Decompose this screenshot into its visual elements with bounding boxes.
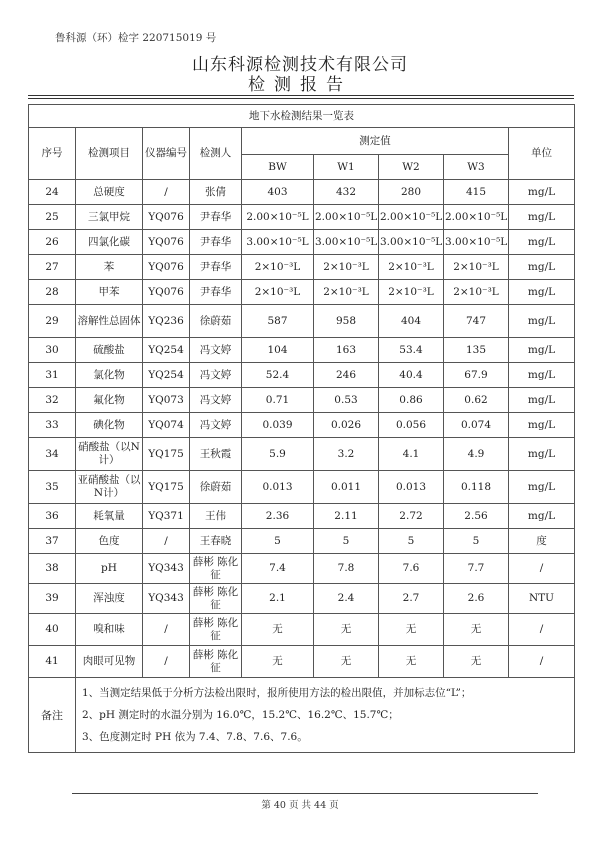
cell-unit: mg/L (509, 471, 575, 504)
table-row (29, 363, 575, 388)
cell-value-bw: 0.039 (242, 413, 314, 438)
cell-value-w1: 2×10⁻³L (314, 280, 379, 305)
header-instrument: 仪器编号 (143, 128, 190, 180)
cell-unit: mg/L (509, 413, 575, 438)
cell-instrument: YQ175 (143, 471, 190, 504)
cell-value-w1: 2.4 (314, 584, 379, 614)
cell-value-w3: 0.074 (444, 413, 509, 438)
cell-seq: 39 (29, 584, 76, 614)
cell-value-w1: 2.00×10⁻⁵L (314, 205, 379, 230)
cell-value-w2: 2×10⁻³L (379, 255, 444, 280)
cell-item: 碘化物 (76, 413, 143, 438)
table-row (29, 584, 575, 614)
cell-value-w2: 280 (379, 180, 444, 205)
cell-item: 硫酸盐 (76, 338, 143, 363)
cell-instrument: YQ076 (143, 230, 190, 255)
cell-tester: 尹春华 (190, 205, 242, 230)
cell-unit: / (509, 614, 575, 646)
cell-value-w3: 0.62 (444, 388, 509, 413)
cell-value-w3: 无 (444, 614, 509, 646)
cell-instrument: YQ074 (143, 413, 190, 438)
report-number: 鲁科源（环）检字 220715019 号 (55, 32, 217, 44)
cell-tester: 尹春华 (190, 255, 242, 280)
cell-value-bw: 104 (242, 338, 314, 363)
cell-value-w1: 3.00×10⁻⁵L (314, 230, 379, 255)
table-row (29, 255, 575, 280)
cell-item: 苯 (76, 255, 143, 280)
cell-unit: mg/L (509, 438, 575, 471)
table-row (29, 504, 575, 529)
cell-tester: 王春晓 (190, 529, 242, 554)
cell-unit: mg/L (509, 205, 575, 230)
cell-value-w2: 0.86 (379, 388, 444, 413)
cell-instrument: YQ343 (143, 584, 190, 614)
cell-item: 色度 (76, 529, 143, 554)
header-item: 检测项目 (76, 128, 143, 180)
cell-value-w2: 0.013 (379, 471, 444, 504)
cell-tester: 冯文婷 (190, 413, 242, 438)
cell-value-w3: 747 (444, 305, 509, 338)
cell-value-w1: 432 (314, 180, 379, 205)
cell-item: 溶解性总固体 (76, 305, 143, 338)
cell-item: 四氯化碳 (76, 230, 143, 255)
cell-unit: NTU (509, 584, 575, 614)
cell-value-bw: 52.4 (242, 363, 314, 388)
header-point-w2: W2 (379, 155, 444, 180)
cell-tester: 王伟 (190, 504, 242, 529)
cell-instrument: YQ236 (143, 305, 190, 338)
cell-unit: / (509, 646, 575, 678)
cell-seq: 25 (29, 205, 76, 230)
cell-value-w1: 无 (314, 646, 379, 678)
cell-value-bw: 无 (242, 614, 314, 646)
cell-value-w2: 7.6 (379, 554, 444, 584)
groundwater-results-table (28, 104, 575, 753)
cell-value-w3: 415 (444, 180, 509, 205)
cell-instrument: YQ076 (143, 280, 190, 305)
cell-value-w3: 2.6 (444, 584, 509, 614)
cell-value-w3: 无 (444, 646, 509, 678)
cell-value-bw: 0.71 (242, 388, 314, 413)
cell-value-w1: 2.11 (314, 504, 379, 529)
cell-value-w2: 0.056 (379, 413, 444, 438)
cell-value-w1: 无 (314, 614, 379, 646)
cell-seq: 37 (29, 529, 76, 554)
cell-unit: mg/L (509, 388, 575, 413)
cell-value-bw: 403 (242, 180, 314, 205)
table-body (29, 180, 575, 678)
cell-item: 甲苯 (76, 280, 143, 305)
table-row (29, 554, 575, 584)
table-row (29, 230, 575, 255)
table-row (29, 205, 575, 230)
cell-tester: 冯文婷 (190, 363, 242, 388)
cell-tester: 薛彬 陈化征 (190, 584, 242, 614)
cell-instrument: YQ073 (143, 388, 190, 413)
table-row (29, 305, 575, 338)
cell-value-w2: 2.7 (379, 584, 444, 614)
cell-value-w2: 2.72 (379, 504, 444, 529)
cell-item: 肉眼可见物 (76, 646, 143, 678)
cell-value-w3: 67.9 (444, 363, 509, 388)
cell-seq: 26 (29, 230, 76, 255)
cell-item: 耗氧量 (76, 504, 143, 529)
note-1: 1、当测定结果低于分析方法检出限时，报所使用方法的检出限值，并加标志位“L”； (82, 687, 472, 699)
cell-instrument: YQ343 (143, 554, 190, 584)
cell-value-w3: 5 (444, 529, 509, 554)
cell-seq: 24 (29, 180, 76, 205)
cell-unit: mg/L (509, 363, 575, 388)
cell-value-w1: 5 (314, 529, 379, 554)
cell-value-w3: 2.56 (444, 504, 509, 529)
cell-value-w2: 3.00×10⁻⁵L (379, 230, 444, 255)
cell-value-w2: 40.4 (379, 363, 444, 388)
cell-tester: 薛彬 陈化征 (190, 614, 242, 646)
table-row (29, 180, 575, 205)
cell-seq: 28 (29, 280, 76, 305)
cell-value-bw: 587 (242, 305, 314, 338)
cell-instrument: YQ254 (143, 363, 190, 388)
cell-value-w3: 3.00×10⁻⁵L (444, 230, 509, 255)
cell-value-w1: 0.026 (314, 413, 379, 438)
table-row (29, 388, 575, 413)
cell-value-w1: 0.011 (314, 471, 379, 504)
cell-unit: mg/L (509, 338, 575, 363)
header-double-rule (28, 95, 574, 99)
cell-item: 三氯甲烷 (76, 205, 143, 230)
cell-unit: mg/L (509, 180, 575, 205)
header-point-bw: BW (242, 155, 314, 180)
cell-seq: 36 (29, 504, 76, 529)
cell-instrument: / (143, 646, 190, 678)
table-row (29, 413, 575, 438)
cell-value-w1: 246 (314, 363, 379, 388)
cell-seq: 30 (29, 338, 76, 363)
cell-value-bw: 2×10⁻³L (242, 255, 314, 280)
cell-instrument: / (143, 529, 190, 554)
cell-tester: 徐蔚茹 (190, 305, 242, 338)
cell-item: 亚硝酸盐（以N计） (76, 471, 143, 504)
cell-value-w3: 0.118 (444, 471, 509, 504)
cell-value-bw: 2.36 (242, 504, 314, 529)
cell-value-bw: 3.00×10⁻⁵L (242, 230, 314, 255)
cell-seq: 35 (29, 471, 76, 504)
cell-unit: mg/L (509, 255, 575, 280)
cell-value-w1: 0.53 (314, 388, 379, 413)
cell-seq: 33 (29, 413, 76, 438)
header-measured: 测定值 (242, 128, 509, 155)
cell-seq: 31 (29, 363, 76, 388)
cell-unit: / (509, 554, 575, 584)
table-caption: 地下水检测结果一览表 (29, 105, 575, 128)
cell-instrument: YQ371 (143, 504, 190, 529)
cell-instrument: / (143, 180, 190, 205)
cell-value-bw: 5 (242, 529, 314, 554)
cell-tester: 尹春华 (190, 280, 242, 305)
cell-value-w2: 无 (379, 646, 444, 678)
cell-value-w3: 2.00×10⁻⁵L (444, 205, 509, 230)
cell-value-bw: 0.013 (242, 471, 314, 504)
table-row (29, 438, 575, 471)
cell-unit: mg/L (509, 305, 575, 338)
cell-value-w1: 163 (314, 338, 379, 363)
cell-value-bw: 2.1 (242, 584, 314, 614)
note-3: 3、色度测定时 PH 依为 7.4、7.8、7.6、7.6。 (82, 731, 308, 743)
cell-value-w1: 958 (314, 305, 379, 338)
cell-instrument: / (143, 614, 190, 646)
cell-instrument: YQ076 (143, 255, 190, 280)
cell-instrument: YQ175 (143, 438, 190, 471)
cell-item: pH (76, 554, 143, 584)
cell-item: 氯化物 (76, 363, 143, 388)
table-row (29, 471, 575, 504)
cell-tester: 冯文婷 (190, 388, 242, 413)
notes-cell (76, 678, 575, 753)
cell-value-bw: 无 (242, 646, 314, 678)
cell-value-w3: 7.7 (444, 554, 509, 584)
cell-tester: 尹春华 (190, 230, 242, 255)
cell-value-w2: 2×10⁻³L (379, 280, 444, 305)
footer-rule (72, 793, 538, 794)
cell-value-bw: 2×10⁻³L (242, 280, 314, 305)
cell-value-w2: 2.00×10⁻⁵L (379, 205, 444, 230)
table-row (29, 338, 575, 363)
cell-tester: 冯文婷 (190, 338, 242, 363)
cell-tester: 王秋霞 (190, 438, 242, 471)
cell-value-w2: 5 (379, 529, 444, 554)
cell-tester: 薛彬 陈化征 (190, 554, 242, 584)
results-table-container (28, 104, 574, 753)
cell-item: 浑浊度 (76, 584, 143, 614)
cell-value-w2: 4.1 (379, 438, 444, 471)
cell-unit: 度 (509, 529, 575, 554)
company-name: 山东科源检测技术有限公司 (192, 55, 408, 75)
cell-item: 总硬度 (76, 180, 143, 205)
cell-value-bw: 7.4 (242, 554, 314, 584)
cell-value-w3: 2×10⁻³L (444, 255, 509, 280)
page-number: 第 40 页 共 44 页 (261, 800, 339, 811)
cell-seq: 40 (29, 614, 76, 646)
cell-tester: 张倩 (190, 180, 242, 205)
cell-seq: 27 (29, 255, 76, 280)
header-tester: 检测人 (190, 128, 242, 180)
table-row (29, 529, 575, 554)
header-seq: 序号 (29, 128, 76, 180)
cell-item: 嗅和味 (76, 614, 143, 646)
document-title: 检测报告 (248, 75, 352, 95)
header-unit: 单位 (509, 128, 575, 180)
cell-tester: 徐蔚茹 (190, 471, 242, 504)
cell-unit: mg/L (509, 230, 575, 255)
cell-value-w1: 7.8 (314, 554, 379, 584)
cell-value-bw: 2.00×10⁻⁵L (242, 205, 314, 230)
table-row (29, 646, 575, 678)
cell-item: 硝酸盐（以N计） (76, 438, 143, 471)
cell-seq: 41 (29, 646, 76, 678)
table-row (29, 280, 575, 305)
cell-seq: 29 (29, 305, 76, 338)
cell-seq: 32 (29, 388, 76, 413)
cell-value-w1: 2×10⁻³L (314, 255, 379, 280)
cell-unit: mg/L (509, 280, 575, 305)
cell-value-w2: 404 (379, 305, 444, 338)
cell-instrument: YQ254 (143, 338, 190, 363)
table-row (29, 614, 575, 646)
notes-label: 备注 (29, 678, 76, 753)
cell-instrument: YQ076 (143, 205, 190, 230)
cell-unit: mg/L (509, 504, 575, 529)
cell-item: 氟化物 (76, 388, 143, 413)
cell-value-bw: 5.9 (242, 438, 314, 471)
cell-seq: 38 (29, 554, 76, 584)
cell-value-w3: 2×10⁻³L (444, 280, 509, 305)
cell-tester: 薛彬 陈化征 (190, 646, 242, 678)
cell-value-w3: 4.9 (444, 438, 509, 471)
cell-value-w3: 135 (444, 338, 509, 363)
note-2: 2、pH 测定时的水温分别为 16.0℃，15.2℃、16.2℃、15.7℃； (82, 709, 399, 721)
cell-seq: 34 (29, 438, 76, 471)
cell-value-w2: 53.4 (379, 338, 444, 363)
header-point-w1: W1 (314, 155, 379, 180)
cell-value-w1: 3.2 (314, 438, 379, 471)
header-point-w3: W3 (444, 155, 509, 180)
cell-value-w2: 无 (379, 614, 444, 646)
